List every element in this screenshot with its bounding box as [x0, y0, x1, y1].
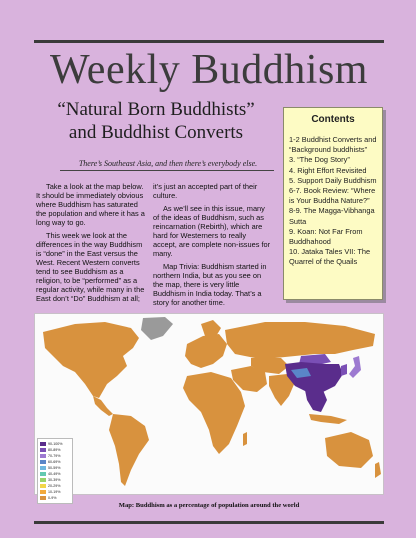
- subhead: There’s Southeast Asia, and then there’s everybody else.: [78, 159, 258, 168]
- map-legend: [37, 438, 73, 504]
- map-caption: Map: Buddhism as a percentage of population around the world: [118, 502, 300, 509]
- legend-swatch: [40, 490, 46, 494]
- africa-shape: [183, 372, 245, 454]
- legend-row: [40, 495, 70, 501]
- greenland-shape: [141, 317, 173, 340]
- contents-item: 10. Jataka Tales VII: The Quarrel of the Quails: [289, 247, 371, 267]
- contents-item: 3. “The Dog Story”: [289, 155, 350, 165]
- legend-swatch: [40, 460, 46, 464]
- legend-label: 30-39%: [48, 478, 61, 482]
- north-america-shape: [43, 322, 139, 398]
- masthead-title: Weekly Buddhism: [50, 47, 368, 93]
- world-map-graphic: [35, 314, 385, 496]
- legend-label: 10-19%: [48, 490, 61, 494]
- subhead-rule: [60, 170, 274, 171]
- paragraph: it’s just an accepted part of their culture.: [153, 182, 258, 200]
- paragraph: Map Trivia: Buddhism started in northern India, but as you see on the map, there is very little Buddhism in India today. That’s a story for another time.: [153, 262, 267, 307]
- legend-swatch: [40, 466, 46, 470]
- legend-label: 50-59%: [48, 466, 61, 470]
- japan-shape: [349, 356, 361, 378]
- contents-item: 5. Support Daily Buddhism: [289, 175, 377, 185]
- korea-shape: [341, 364, 347, 376]
- article-column-2: [153, 182, 271, 311]
- bottom-rule: [34, 521, 384, 524]
- paragraph: As we’ll see in this issue, many of the ideas of Buddhism, such as reincarnation (Rebirth), which are hard for Westerners to really accept, are complete non-issues for many.: [153, 204, 271, 258]
- headline: [36, 98, 276, 144]
- indonesia-shape: [309, 414, 347, 424]
- central-america-shape: [93, 396, 113, 416]
- headline-line-2: and Buddhist Converts: [68, 122, 244, 143]
- legend-label: 0-9%: [48, 496, 57, 500]
- madagascar-shape: [243, 432, 247, 446]
- top-rule: [34, 40, 384, 43]
- legend-swatch: [40, 442, 46, 446]
- legend-swatch: [40, 496, 46, 500]
- legend-swatch: [40, 454, 46, 458]
- china-shape: [285, 362, 343, 392]
- legend-label: 60-69%: [48, 460, 61, 464]
- australia-shape: [325, 432, 373, 468]
- contents-box: [283, 107, 383, 300]
- legend-label: 40-49%: [48, 472, 61, 476]
- contents-item: 1-2 Buddhist Converts and “Background buddhists”: [289, 135, 377, 155]
- contents-item: 6-7. Book Review: “Where is Your Buddha Nature?”: [289, 186, 376, 206]
- contents-list: [289, 135, 377, 268]
- legend-label: 80-89%: [48, 448, 61, 452]
- world-map: [34, 313, 384, 500]
- legend-swatch: [40, 472, 46, 476]
- contents-title: Contents: [311, 114, 355, 125]
- southeast-asia-shape: [305, 390, 327, 412]
- legend-label: 70-79%: [48, 454, 61, 458]
- contents-item: 4. Right Effort Revisited: [289, 165, 367, 175]
- new-zealand-shape: [375, 462, 381, 478]
- legend-label: 20-29%: [48, 484, 61, 488]
- paragraph: This week we look at the differences in the way Buddhism is “done” in the East versus the West. Recent Western converts tend to see Buddhism as a religion, to be “performed” as a regular activity, while many in the East don’t “Do” Buddhism at all;: [36, 231, 145, 303]
- contents-item: 8-9. The Magga-Vibhanga Sutta: [289, 206, 375, 226]
- contents-item: 9. Koan: Not Far From Buddhahood: [289, 226, 363, 247]
- legend-swatch: [40, 484, 46, 488]
- legend-swatch: [40, 478, 46, 482]
- legend-label: 90-100%: [48, 442, 63, 446]
- south-america-shape: [109, 414, 149, 486]
- russia-shape: [225, 322, 375, 358]
- europe-shape: [185, 334, 227, 368]
- paragraph: Take a look at the map below. It should be immediately obvious where Buddhism has saturated the population and where it has a long way to go.: [36, 182, 145, 227]
- headline-line-1: “Natural Born Buddhists”: [57, 99, 255, 120]
- article-column-1: [36, 182, 148, 307]
- legend-swatch: [40, 448, 46, 452]
